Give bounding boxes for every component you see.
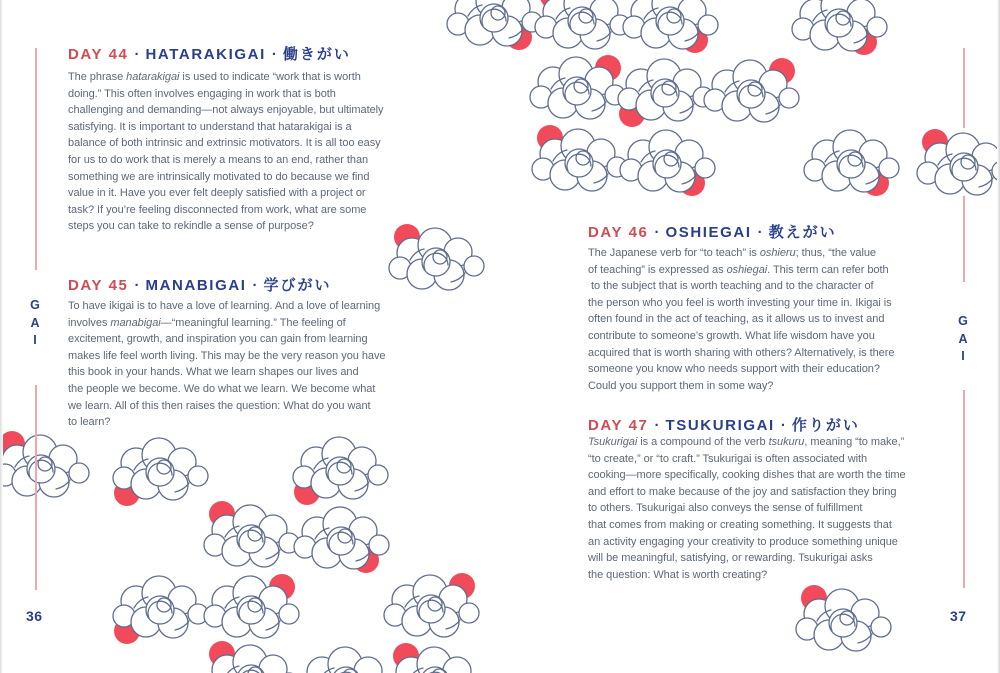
gai-letter: I	[961, 349, 965, 363]
section-body-day45: To have ikigai is to have a love of learning. And a love of learning involves manabigai—“meaningful learning.” The feeling of excitement, growth, and inspiration you can gain from learning makes life feel worth living. This may be the very reason you have this book in your hands. What we learn shapes our lives and the people we become. We do what we learn. We become what we learn. All of this then raises the question: What do you want to learn?	[68, 300, 386, 429]
cloud-flower-illustration	[290, 502, 394, 578]
kanji-title: 作りがい	[791, 417, 860, 434]
gai-letter: A	[958, 331, 968, 346]
cloud-flower-illustration	[788, 0, 892, 60]
romaji-title: MANABIGAI	[145, 277, 247, 294]
gai-letter: G	[958, 314, 968, 328]
heading-separator: ·	[252, 277, 258, 294]
day-number: DAY 45	[68, 277, 129, 294]
section-body-day46: The Japanese verb for “to teach” is oshieru; thus, “the value of teaching” is expressed as oshiegai. This term can refer both to the subject that is worth teaching and to the character of the person who you feel is worth investing your time in. Ikigai is often found in the act of teaching, as it allows us to invest and contribute to someone’s growth. What life wisdom have you acquired that is worth sharing with others? Alternatively, is there someone you know who needs support with their education? Could you support them in some way?	[588, 247, 895, 392]
margin-rule	[35, 48, 37, 270]
heading-separator: ·	[654, 417, 660, 434]
cloud-flower-illustration	[384, 642, 488, 673]
margin-rule	[963, 390, 965, 588]
romaji-title: TSUKURIGAI	[665, 417, 775, 434]
section-body-day47: Tsukurigai is a compound of the verb tsukuru, meaning “to make,” “to create,” or “to craft.” Tsukurigai is often associated with cooking—more specifically, cooking dishes that are worth the time and effort to make because of the joy and satisfaction they bring to others. Tsukurigai also conveys the sense of fulfillment that comes from making or creating something. It suggests that an activity engaging your creativity to produce something unique will be meaningful, satisfying, or rewarding. Tsukurigai asks the question: What is worth creating?	[588, 436, 906, 581]
kanji-title: 働きがい	[282, 46, 351, 63]
cloud-flower-illustration	[800, 125, 904, 201]
cloud-flower-illustration	[792, 584, 896, 660]
cloud-flower-illustration	[200, 640, 304, 673]
cloud-flower-illustration	[700, 55, 804, 131]
cloud-flower-illustration	[109, 433, 213, 509]
margin-rule	[35, 385, 37, 590]
cloud-flower-illustration	[200, 571, 304, 647]
day-number: DAY 46	[588, 224, 649, 241]
romaji-title: OSHIEGAI	[665, 224, 752, 241]
page-number-right: 37	[950, 608, 967, 624]
cloud-flower-illustration	[616, 125, 720, 201]
page-number-left: 36	[26, 608, 43, 624]
cloud-flower-illustration	[380, 570, 484, 646]
heading-separator: ·	[134, 277, 140, 294]
section-heading-day44	[68, 43, 351, 64]
margin-rule	[963, 196, 965, 282]
section-body-day44: The phrase hatarakigai is used to indicate “work that is worth doing.” This often involves engaging in work that is both challenging and demanding—not always enjoyable, but ultimately satisfying. It is important to understand that hatarakigai is a balance of both intrinsic and extrinsic motivators. It is all too easy for us to do work that is merely a means to an end, rather than something we are intrinsically motivated to do because we find value in it. Have you ever felt deeply satisfied with a project or task? If you’re feeling disconnected from work, what are some steps you can take to rekindle a sense of purpose?	[68, 71, 384, 233]
cloud-flower-illustration	[385, 223, 489, 299]
heading-separator: ·	[757, 224, 763, 241]
section-heading-day47	[588, 414, 860, 435]
section-heading-day45	[68, 274, 332, 295]
section-heading-day46	[588, 221, 837, 242]
cloud-flower-illustration	[289, 432, 393, 508]
day-number: DAY 47	[588, 417, 649, 434]
kanji-title: 学びがい	[263, 277, 332, 294]
gai-letter: G	[30, 298, 40, 312]
heading-separator: ·	[780, 417, 786, 434]
gai-letter: A	[30, 315, 40, 330]
cloud-flower-illustration	[109, 571, 213, 647]
kanji-title: 教えがい	[768, 224, 837, 241]
cloud-flower-illustration	[200, 500, 304, 576]
romaji-title: HATARAKIGAI	[145, 46, 266, 63]
heading-separator: ·	[134, 46, 140, 63]
day-number: DAY 44	[68, 46, 129, 63]
page-edge-left	[0, 0, 3, 673]
cloud-flower-illustration	[913, 128, 1000, 204]
gai-letter: I	[33, 333, 37, 347]
cloud-flower-illustration	[619, 0, 723, 58]
cloud-flower-illustration	[0, 430, 94, 506]
right-margin-gai-label	[954, 313, 972, 366]
heading-separator: ·	[271, 46, 277, 63]
heading-separator: ·	[654, 224, 660, 241]
left-margin-gai-label	[26, 297, 44, 350]
margin-rule	[963, 48, 965, 128]
